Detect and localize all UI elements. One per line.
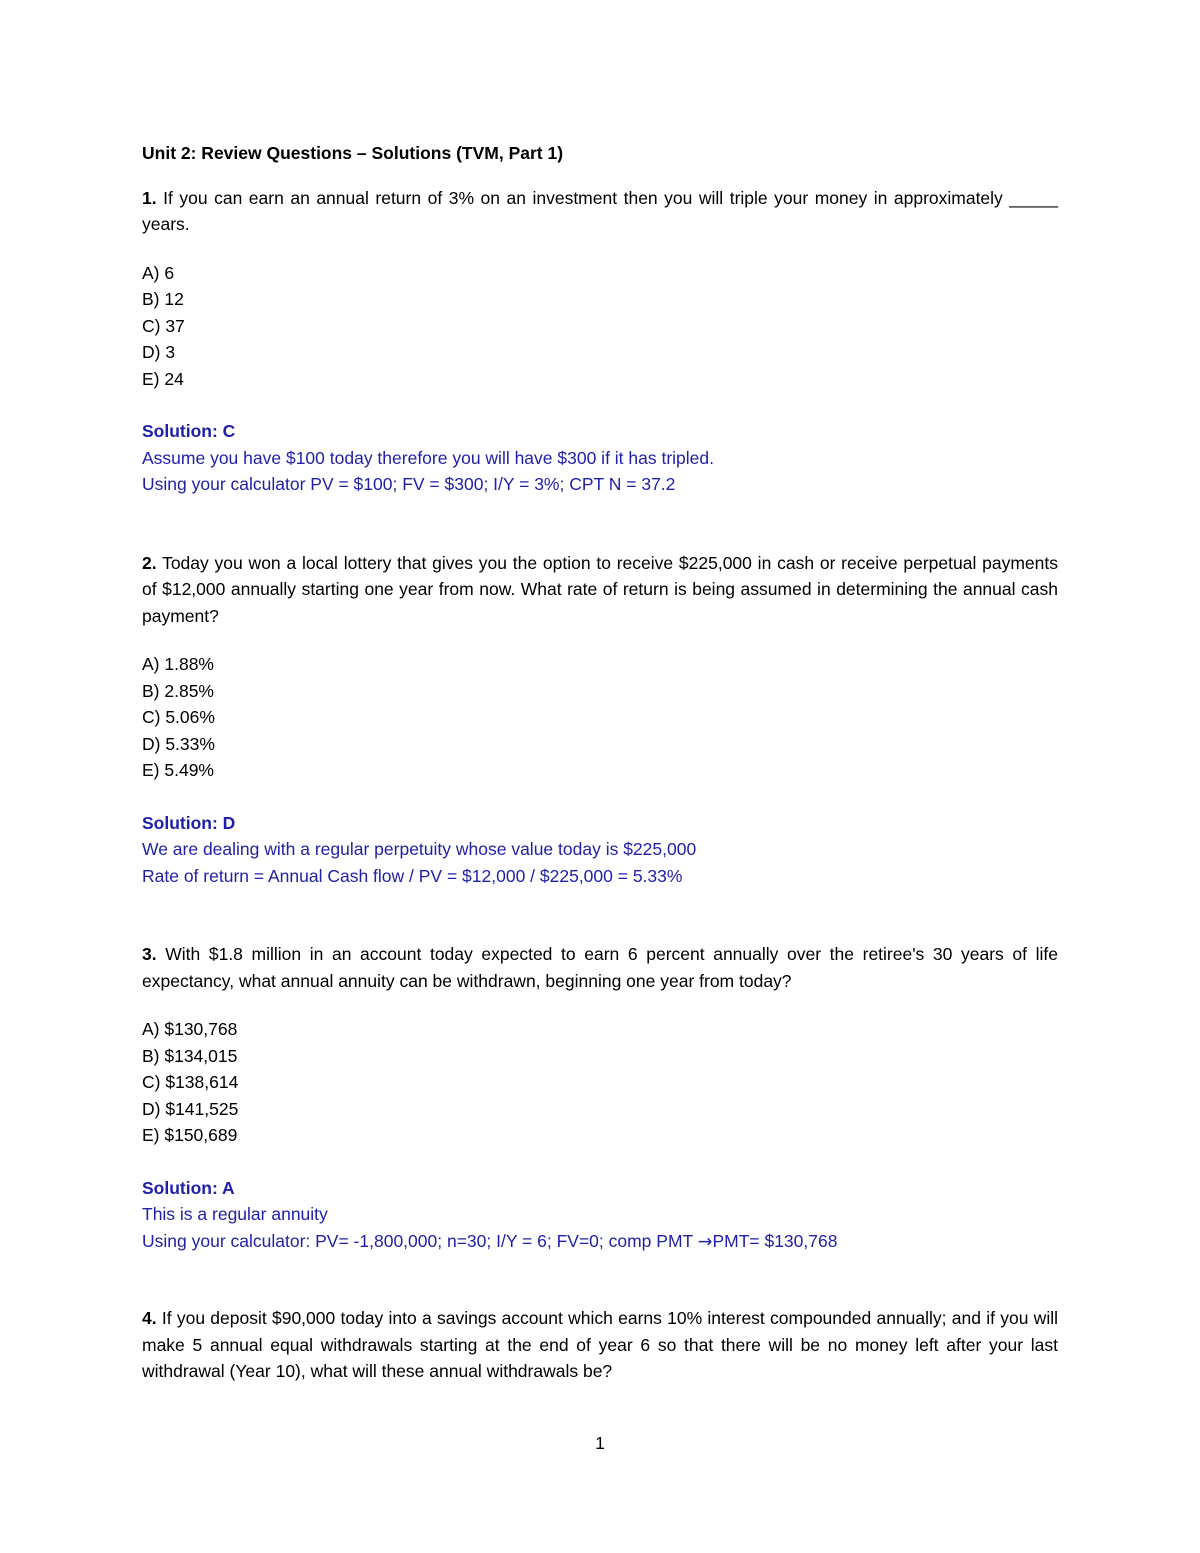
question-1-number: 1. xyxy=(142,187,157,208)
calc-prefix: Using your calculator: PV= -1,800,000; n=30; I/Y = 6; FV=0; comp PMT xyxy=(142,1230,698,1251)
question-2-number: 2. xyxy=(142,552,157,573)
question-4-text xyxy=(142,1305,1058,1385)
solution-label: Solution: D xyxy=(142,812,236,833)
option-d: D) $141,525 xyxy=(142,1098,239,1119)
option-e: E) $150,689 xyxy=(142,1125,238,1145)
document-page xyxy=(142,140,1058,1435)
question-3-text xyxy=(142,941,1058,994)
option-a: A) 1.88% xyxy=(142,654,214,674)
option-e: E) 24 xyxy=(142,368,184,389)
option-c: C) $138,614 xyxy=(142,1072,239,1092)
solution-line: This is a regular annuity xyxy=(142,1204,328,1224)
option-c: C) 5.06% xyxy=(142,707,215,727)
question-3-body: With $1.8 million in an account today expected to earn 6 percent annually over the retiree's 30 years of life expectancy, what annual annuity can be withdrawn, beginning one year from today? xyxy=(142,944,1058,991)
solution-line: Rate of return = Annual Cash flow / PV = $12,000 / $225,000 = 5.33% xyxy=(142,865,683,886)
solution-line: We are dealing with a regular perpetuity whose value today is $225,000 xyxy=(142,839,697,859)
option-b: B) 2.85% xyxy=(142,680,214,701)
page-number: 1 xyxy=(595,1433,605,1453)
option-b: B) 12 xyxy=(142,289,184,309)
question-1-text xyxy=(142,185,1058,238)
option-e: E) 5.49% xyxy=(142,760,214,780)
solution-label: Solution: C xyxy=(142,421,236,441)
question-2 xyxy=(142,550,1058,890)
option-c: C) 37 xyxy=(142,315,185,336)
option-d: D) 5.33% xyxy=(142,733,215,754)
question-4-body: If you deposit $90,000 today into a savings account which earns 10% interest compounded annually; and if you will make 5 annual equal withdrawals starting at the end of year 6 so that there will be no money left after your last withdrawal (Year 10), what will these annual withdrawals be? xyxy=(142,1308,1058,1381)
question-4-number: 4. xyxy=(142,1308,157,1328)
document-title: Unit 2: Review Questions – Solutions (TVM, Part 1) xyxy=(142,143,564,163)
question-2-options xyxy=(142,651,1058,784)
question-3-number: 3. xyxy=(142,944,157,964)
option-b: B) $134,015 xyxy=(142,1045,238,1066)
question-2-text xyxy=(142,550,1058,630)
question-2-body: Today you won a local lottery that gives you the option to receive $225,000 in cash or receive perpetual payments of $12,000 annually starting one year from now. What rate of return is being assumed in determining the annual cash payment? xyxy=(142,552,1058,626)
question-3 xyxy=(142,941,1058,1255)
question-2-solution xyxy=(142,810,1058,890)
question-1-solution xyxy=(142,418,1058,498)
solution-line: Using your calculator PV = $100; FV = $300; I/Y = 3%; CPT N = 37.2 xyxy=(142,474,676,494)
option-a: A) 6 xyxy=(142,262,175,283)
question-1-body: If you can earn an annual return of 3% on an investment then you will triple your money in approximately _____ years. xyxy=(142,187,1058,234)
calc-suffix: PMT= $130,768 xyxy=(712,1230,838,1251)
option-a: A) $130,768 xyxy=(142,1019,238,1039)
question-1-options xyxy=(142,260,1058,393)
solution-line: Assume you have $100 today therefore you will have $300 if it has tripled. xyxy=(142,447,715,468)
question-1 xyxy=(142,185,1058,498)
solution-label: Solution: A xyxy=(142,1177,235,1198)
option-d: D) 3 xyxy=(142,342,176,362)
arrow-right-icon: → xyxy=(697,1231,713,1252)
solution-calculation xyxy=(142,1228,1058,1256)
question-4 xyxy=(142,1305,1058,1385)
question-3-solution xyxy=(142,1175,1058,1256)
question-3-options xyxy=(142,1016,1058,1149)
